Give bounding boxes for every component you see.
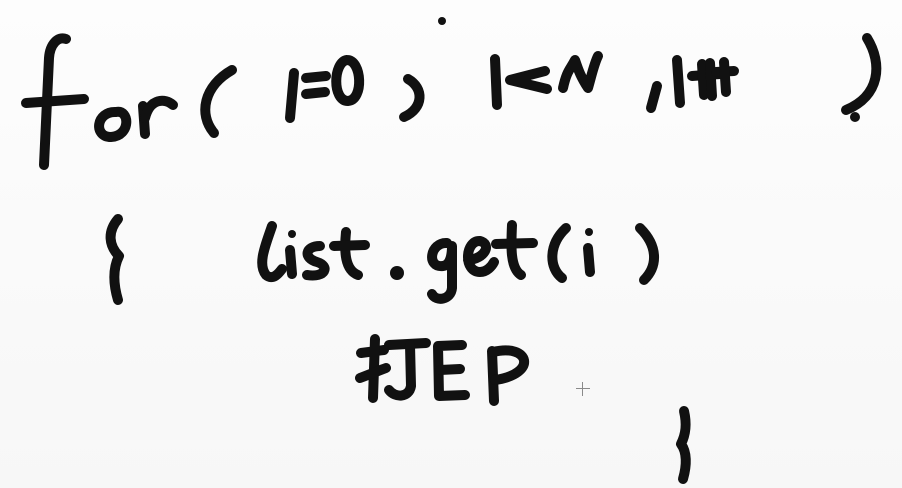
handwritten-line-for-loop	[26, 17, 876, 165]
handwritten-closing-brace	[681, 411, 686, 479]
handwritten-line-list-get	[111, 219, 654, 300]
handwritten-line-print	[360, 339, 524, 401]
crosshair-cursor-icon	[576, 382, 590, 396]
